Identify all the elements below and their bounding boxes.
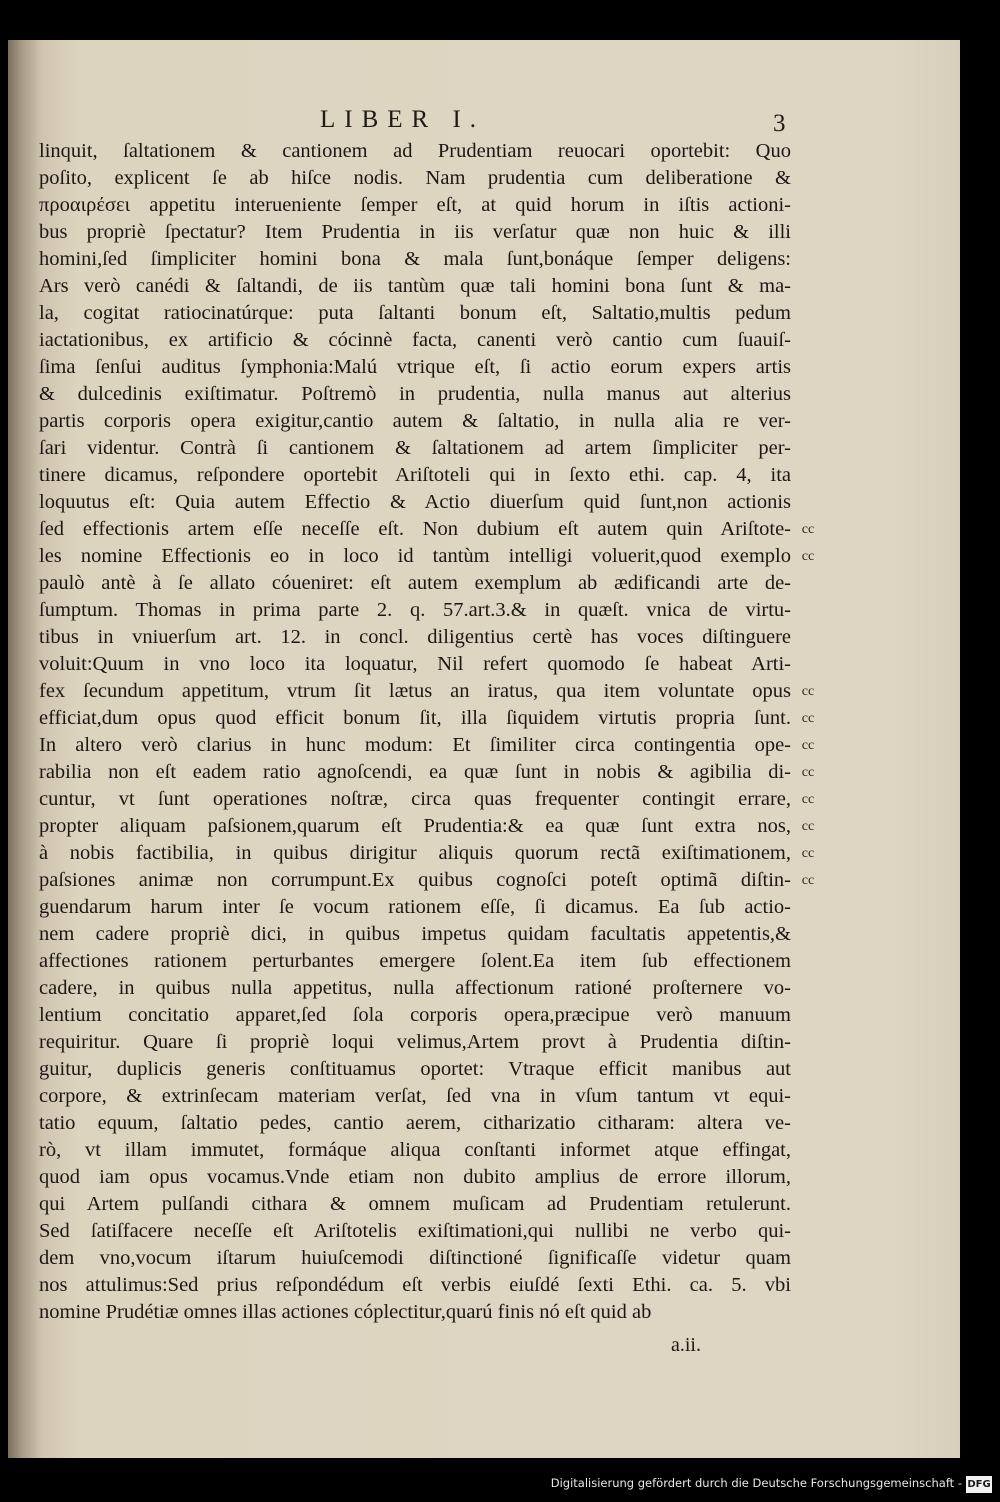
quote-mark (793, 462, 823, 489)
quote-mark (793, 435, 823, 462)
text-line: qui Artem pulſandi cithara & omnem muſicam ad Prudentiam retulerunt. (39, 1193, 791, 1215)
text-line: paſsiones animæ non corrumpunt.Ex quibus cognoſci poteſt optimã diſtin- (39, 869, 791, 891)
text-line: nos attulimus:Sed prius reſpondédum eſt verbis eiuſdé ſexti Ethi. ca. 5. vbi (39, 1274, 791, 1296)
quote-mark: cc (801, 522, 815, 537)
quote-mark (793, 192, 823, 219)
quote-mark (793, 246, 823, 273)
text-line: bus propriè ſpectatur? Item Prudentia in iis verſatur quæ non huic & illi (39, 221, 791, 243)
text-line: quod iam opus vocamus.Vnde etiam non dubito amplius de errore illorum, (39, 1166, 791, 1188)
text-line: requiritur. Quare ſi propriè loqui velimus,Artem provt à Prudentia diſtin- (39, 1031, 791, 1053)
quote-mark: cc (801, 873, 815, 888)
text-line: tinere dicamus, reſpondere oportebit Ariſtoteli qui in ſexto ethi. cap. 4, ita (39, 464, 791, 486)
text-line: guitur, duplicis generis conſtituamus oportet: Vtraque efficit manibus aut (39, 1058, 791, 1080)
text-line: In altero verò clarius in hunc modum: Et ſimiliter circa contingentia ope- (39, 734, 791, 756)
quote-mark: cc (801, 792, 815, 807)
quote-mark (793, 597, 823, 624)
digitization-credit: Digitalisierung gefördert durch die Deutsche Forschungsgemeinschaft - (550, 1476, 962, 1490)
quote-mark (793, 570, 823, 597)
body-text (39, 138, 791, 1326)
quote-mark (793, 624, 823, 651)
quotation-marks-column (793, 138, 823, 894)
quote-mark (793, 138, 823, 165)
signature-mark: a.ii. (671, 1334, 701, 1356)
text-line: cadere, in quibus nulla appetitus, nulla affectionum rationé proſternere vo- (39, 977, 791, 999)
dfg-logo: DFG (966, 1476, 992, 1493)
text-line: efficiat,dum opus quod efficit bonum ſit, illa ſiquidem virtutis propria ſunt. (39, 707, 791, 729)
quote-mark (793, 408, 823, 435)
text-line: nem cadere propriè dici, in quibus impetus quidam facultatis appetentis,& (39, 923, 791, 945)
quote-mark (793, 381, 823, 408)
text-line: guendarum harum inter ſe vocum rationem eſſe, ſi dicamus. Ea ſub actio- (39, 896, 791, 918)
text-line: paulò antè à ſe allato cóueniret: eſt autem exemplum ab ædificandi arte de- (39, 572, 791, 594)
text-line: προαιρέσει appetitu interueniente ſemper eſt, at quid horum in iſtis actioni- (39, 194, 791, 216)
text-line: cuntur, vt ſunt operationes noſtræ, circa quas frequenter contingit errare, (39, 788, 791, 810)
quote-mark: cc (801, 846, 815, 861)
footer-bar (0, 1458, 1000, 1502)
quote-mark (793, 300, 823, 327)
quote-mark (793, 165, 823, 192)
text-line: tatio equum, ſaltatio pedes, cantio aerem, citharizatio citharam: altera ve- (39, 1112, 791, 1134)
quote-mark: cc (801, 684, 815, 699)
quote-mark: cc (801, 711, 815, 726)
running-title: LIBER I. (320, 106, 486, 133)
quote-mark (793, 489, 823, 516)
quote-mark (793, 273, 823, 300)
page-number: 3 (773, 110, 786, 137)
quote-mark: cc (801, 765, 815, 780)
text-line: voluit:Quum in vno loco ita loquatur, Nil refert quomodo ſe habeat Arti- (39, 653, 791, 675)
text-line: Sed ſatiſfacere neceſſe eſt Ariſtotelis exiſtimationi,qui nullibi ne verbo qui- (39, 1220, 791, 1242)
text-line: ſed effectionis artem eſſe neceſſe eſt. Non dubium eſt autem quin Ariſtote- (39, 518, 791, 540)
quote-mark (793, 219, 823, 246)
text-line: dem vno,vocum iſtarum huiuſcemodi diſtinctioné ſignificaſſe videtur quam (39, 1247, 791, 1269)
text-line: linquit, ſaltationem & cantionem ad Prudentiam reuocari oportebit: Quo (39, 140, 791, 162)
text-line: ſari videntur. Contrà ſi cantionem & ſaltationem ad artem ſimpliciter per- (39, 437, 791, 459)
text-line: lentium concitatio apparet,ſed ſola corporis opera,præcipue verò manuum (39, 1004, 791, 1026)
text-line: loquutus eſt: Quia autem Effectio & Actio diuerſum quid ſunt,non actionis (39, 491, 791, 513)
text-line: affectiones rationem perturbantes emergere ſolent.Ea item ſub effectionem (39, 950, 791, 972)
quote-mark: cc (801, 549, 815, 564)
quote-mark: cc (801, 738, 815, 753)
text-line: tibus in vniuerſum art. 12. in concl. diligentius certè has voces diſtinguere (39, 626, 791, 648)
text-line: poſito, explicent ſe ab hiſce nodis. Nam prudentia cum deliberatione & (39, 167, 791, 189)
text-line: partis corporis opera exigitur,cantio autem & ſaltatio, in nulla alia re ver- (39, 410, 791, 432)
text-line: la, cogitat ratiocinatúrque: puta ſaltanti bonum eſt, Saltatio,multis pedum (39, 302, 791, 324)
book-page (8, 40, 960, 1458)
text-line: les nomine Effectionis eo in loco id tantùm intelligi voluerit,quod exemplo (39, 545, 791, 567)
text-line: iactationibus, ex artificio & cócinnè facta, canenti verò cantio cum ſuauiſ- (39, 329, 791, 351)
text-line: Ars verò canédi & ſaltandi, de iis tantùm quæ tali homini bona ſunt & ma- (39, 275, 791, 297)
text-line: & dulcedinis exiſtimatur. Poſtremò in prudentia, nulla manus aut alterius (39, 383, 791, 405)
text-line: propter aliquam paſsionem,quarum eſt Prudentia:& ea quæ ſunt extra nos, (39, 815, 791, 837)
text-line: rò, vt illam immutet, formáque aliqua conſtanti informet atque effingat, (39, 1139, 791, 1161)
text-line: rabilia non eſt eadem ratio agnoſcendi, ea quæ ſunt in nobis & agibilia di- (39, 761, 791, 783)
text-line: ſima ſenſui auditus ſymphonia:Malú vtrique eſt, ſi actio eorum expers artis (39, 356, 791, 378)
quote-mark: cc (801, 819, 815, 834)
text-line: nomine Prudétiæ omnes illas actiones cóplectitur,quarú finis nó eſt quid ab (39, 1301, 652, 1323)
text-line: homini,ſed ſimpliciter homini bona & mala ſunt,bonáque ſemper deligens: (39, 248, 791, 270)
quote-mark (793, 354, 823, 381)
text-line: à nobis factibilia, in quibus dirigitur aliquis quorum rectã exiſtimationem, (39, 842, 791, 864)
text-line: fex ſecundum appetitum, vtrum ſit lætus an iratus, qua item voluntate opus (39, 680, 791, 702)
text-line: corpore, & extrinſecam materiam verſat, ſed vna in vſum tantum vt equi- (39, 1085, 791, 1107)
quote-mark (793, 651, 823, 678)
quote-mark (793, 327, 823, 354)
text-line: ſumptum. Thomas in prima parte 2. q. 57.art.3.& in quæſt. vnica de virtu- (39, 599, 791, 621)
